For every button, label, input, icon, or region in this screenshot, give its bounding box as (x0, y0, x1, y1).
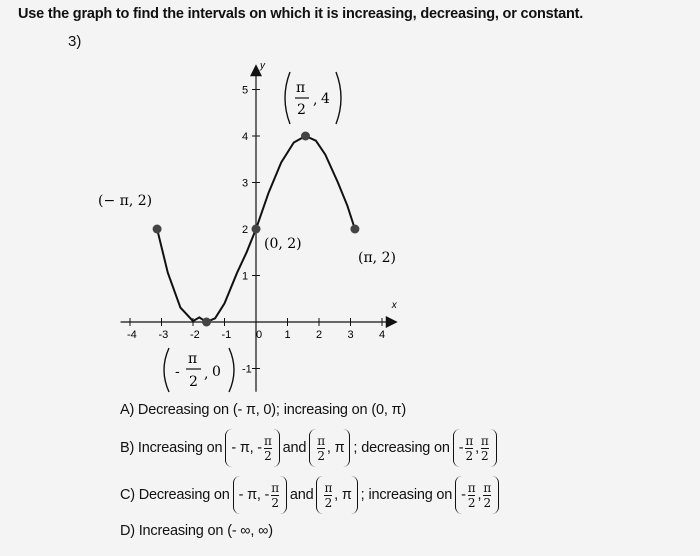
fraction-numerator: π (467, 480, 476, 495)
choice-d[interactable] (120, 523, 273, 539)
fraction (271, 482, 279, 509)
y-tick-label: 2 (242, 224, 249, 236)
fraction-numerator: π (483, 480, 491, 495)
choice-b-interval-3 (453, 429, 497, 467)
min-point-value: 0 (212, 364, 221, 380)
choice-c-label: C) Decreasing on (120, 487, 230, 503)
fraction (317, 435, 325, 462)
choice-b-interval-2 (309, 429, 350, 467)
annotation-left-point: (− π, 2) (98, 193, 153, 209)
comma: , (477, 487, 482, 503)
choice-c-and: and (289, 487, 314, 503)
fraction-numerator: π (324, 480, 333, 495)
x-tick-label: 3 (347, 329, 354, 341)
choice-b-interval-2-tail: , π (326, 440, 345, 456)
fraction-denominator: 2 (264, 448, 272, 463)
x-tick-label: -1 (221, 329, 232, 341)
choice-c-interval-2-tail: , π (334, 487, 352, 503)
fraction-denominator: 2 (271, 495, 279, 510)
choice-a-interval-2: (0, π) (371, 402, 406, 418)
data-point (153, 225, 162, 234)
data-point (301, 132, 310, 141)
max-point-numerator: π (296, 80, 306, 96)
fraction-denominator: 2 (324, 495, 333, 510)
max-point-comma: , (313, 92, 318, 108)
x-axis-label: x (391, 300, 397, 311)
choice-b-middle: decreasing on (361, 440, 450, 456)
y-tick-label: -1 (242, 363, 252, 376)
y-axis-label: y (260, 60, 265, 72)
x-tick-label: 0 (256, 329, 263, 341)
min-point-comma: , (204, 366, 209, 382)
min-point-left-paren (164, 348, 169, 392)
x-tick-label: -4 (127, 329, 137, 341)
choice-c-interval-1-text: - π, - (238, 487, 270, 503)
fraction-numerator: π (480, 433, 489, 448)
choice-c-interval-3 (455, 476, 499, 514)
x-tick-label: -2 (190, 329, 200, 341)
fraction-denominator: 2 (465, 448, 473, 463)
fraction-numerator: π (465, 433, 474, 448)
max-point-value: 4 (321, 91, 330, 107)
fraction (465, 435, 473, 462)
fraction-numerator: π (271, 480, 279, 495)
fraction (481, 435, 489, 462)
x-tick-label: 4 (379, 329, 386, 341)
fraction (264, 435, 272, 462)
minus-sign: - (461, 487, 466, 503)
data-point (252, 225, 261, 234)
min-point-right-paren (229, 348, 234, 392)
data-point (202, 318, 211, 327)
fraction (468, 482, 476, 509)
choice-a[interactable] (120, 402, 406, 418)
x-tick-label: 1 (284, 329, 291, 341)
minus-sign: - (458, 440, 464, 456)
min-point-denominator: 2 (189, 374, 198, 390)
y-tick-label: 3 (242, 177, 249, 190)
y-tick-label: 1 (242, 270, 249, 283)
choice-a-interval-1: (- π, 0); (232, 402, 280, 418)
annotation-right-point: (π, 2) (358, 250, 396, 266)
max-point-right-paren (336, 72, 341, 124)
choice-b-interval-1 (225, 429, 279, 467)
x-tick-label: 2 (316, 329, 323, 341)
choice-b-semicolon: ; (353, 440, 358, 456)
choice-c-semicolon: ; (360, 487, 365, 503)
fraction-denominator: 2 (467, 495, 476, 510)
annotation-origin-point: (0, 2) (264, 236, 302, 252)
fraction-denominator: 2 (481, 448, 489, 463)
choice-c-interval-1 (233, 476, 287, 514)
min-point-minus: - (175, 364, 180, 380)
choice-a-label: A) Decreasing on (120, 402, 229, 418)
fraction-numerator: π (263, 433, 272, 448)
fraction-denominator: 2 (317, 448, 325, 463)
max-point-left-paren (285, 72, 290, 124)
y-tick-label: 4 (242, 131, 249, 143)
choice-b-interval-1-text: - π, - (231, 440, 262, 456)
choice-b-label: B) Increasing on (120, 440, 223, 456)
choice-c-middle: increasing on (368, 487, 453, 503)
choice-b-and: and (282, 440, 307, 456)
fraction (324, 482, 332, 509)
x-axis-arrow (386, 316, 398, 328)
min-point-numerator: π (188, 351, 198, 367)
comma: , (475, 440, 479, 456)
question-text: Use the graph to find the intervals on which it is increasing, decreasing, or constant. (18, 6, 584, 22)
choice-b[interactable] (120, 429, 500, 467)
fraction-denominator: 2 (483, 495, 491, 510)
choice-c-interval-2 (316, 476, 357, 514)
choice-d-interval: (- ∞, ∞) (227, 523, 273, 539)
y-tick-label: 5 (242, 84, 249, 97)
max-point-denominator: 2 (297, 102, 306, 118)
choice-a-middle: increasing on (283, 402, 368, 418)
fraction (483, 482, 491, 509)
question-number: 3) (68, 33, 82, 50)
choice-d-label: D) Increasing on (120, 523, 224, 539)
fraction-numerator: π (317, 433, 325, 448)
choice-c[interactable] (120, 476, 502, 514)
data-point (350, 225, 359, 234)
x-tick-label: -3 (158, 329, 169, 341)
